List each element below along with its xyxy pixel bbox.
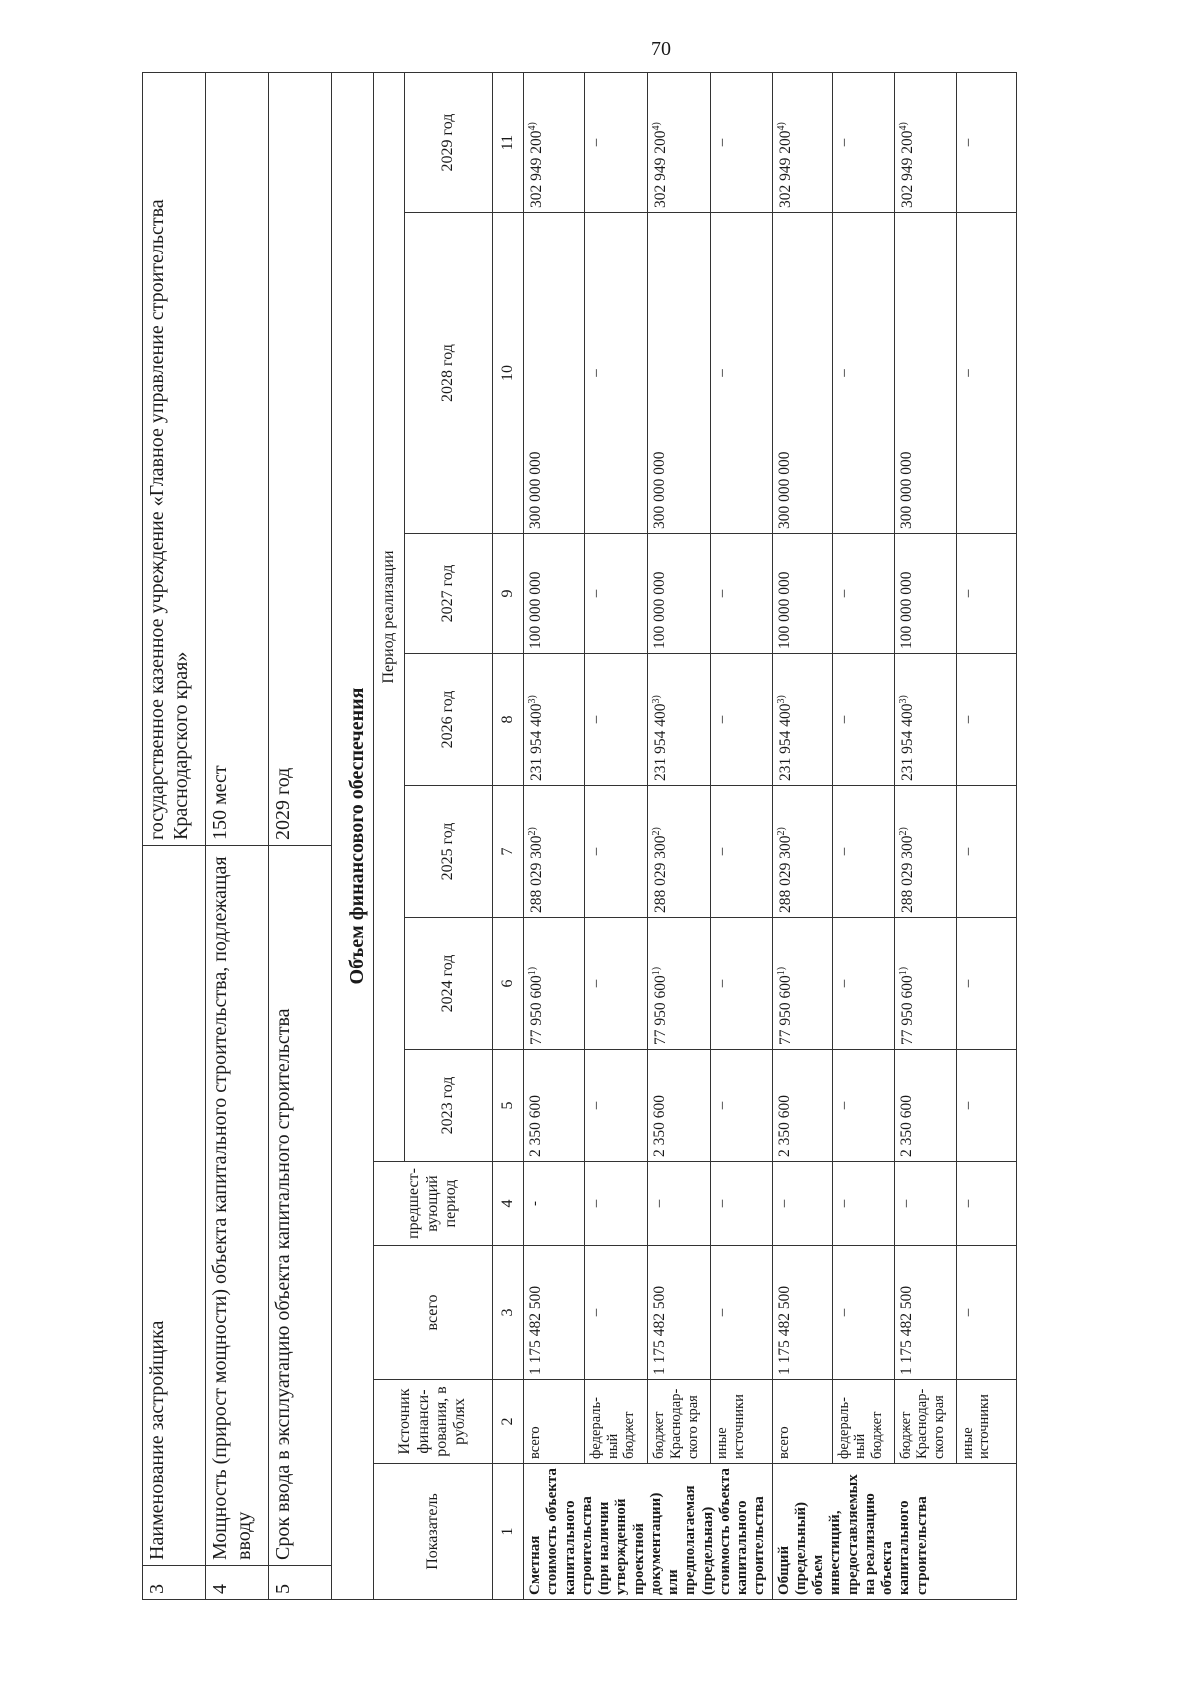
value-text: 300 000 000 bbox=[775, 451, 793, 529]
rotated-page-content bbox=[142, 72, 1150, 1600]
value-text: 231 954 400 bbox=[528, 703, 546, 781]
footnote-mark: 2) bbox=[527, 827, 538, 836]
header-previous: предшест-вующий период bbox=[374, 1162, 493, 1246]
value-text: 231 954 400 bbox=[776, 703, 794, 781]
previous-period-cell: – bbox=[585, 1162, 648, 1246]
year-value-cell bbox=[832, 786, 894, 918]
year-value-cell bbox=[524, 213, 585, 534]
value-text: – bbox=[588, 138, 605, 147]
project-info-table bbox=[142, 72, 332, 1600]
footnote-mark: 1) bbox=[527, 966, 538, 976]
value-text: 288 029 300 bbox=[528, 835, 546, 913]
header-year: 2025 год bbox=[405, 786, 493, 918]
header-indicator: Показатель bbox=[374, 1464, 493, 1600]
header-year: 2023 год bbox=[405, 1050, 493, 1162]
value-text: 100 000 000 bbox=[651, 571, 669, 649]
value-text: – bbox=[714, 979, 731, 988]
year-value-cell bbox=[772, 786, 832, 918]
year-value-cell bbox=[832, 918, 894, 1050]
value-text: – bbox=[588, 715, 605, 724]
footnote-mark: 1) bbox=[775, 966, 787, 976]
total-cell: 1 175 482 500 bbox=[524, 1246, 585, 1380]
year-value-cell bbox=[832, 534, 894, 654]
year-value-cell bbox=[585, 654, 648, 786]
info-row-value: 2029 год bbox=[269, 73, 332, 846]
header-year: 2028 год bbox=[405, 213, 493, 534]
footnote-mark: 3) bbox=[775, 695, 787, 704]
year-value-cell bbox=[956, 654, 1016, 786]
value-text: 288 029 300 bbox=[898, 835, 916, 913]
value-text: – bbox=[588, 1101, 605, 1110]
indicator-cell: Общий (предельный) объем инвестиций, предоставляемых на реализацию объекта капитального строительства bbox=[772, 1464, 1016, 1600]
value-text: – bbox=[588, 847, 605, 856]
year-value-cell bbox=[585, 534, 648, 654]
source-cell: иные источники bbox=[956, 1380, 1016, 1464]
financing-row bbox=[832, 73, 894, 1600]
value-text: 302 949 200 bbox=[898, 130, 916, 209]
year-value-cell bbox=[524, 654, 585, 786]
info-row-label: Срок ввода в эксплуатацию объекта капитального строительства bbox=[269, 846, 332, 1566]
previous-period-cell: – bbox=[648, 1162, 711, 1246]
year-value-cell bbox=[648, 654, 711, 786]
source-cell: федераль-ный бюджет bbox=[585, 1380, 648, 1464]
info-row bbox=[206, 73, 269, 1600]
column-number: 11 bbox=[493, 73, 524, 213]
year-value-cell bbox=[832, 213, 894, 534]
year-value-cell bbox=[711, 1050, 772, 1162]
header-year: 2024 год bbox=[405, 918, 493, 1050]
source-cell: всего bbox=[524, 1380, 585, 1464]
value-text: – bbox=[714, 589, 731, 598]
year-value-cell bbox=[585, 918, 648, 1050]
previous-period-cell: – bbox=[894, 1162, 956, 1246]
total-cell: – bbox=[832, 1246, 894, 1380]
previous-period-cell: – bbox=[772, 1162, 832, 1246]
footnote-mark: 3) bbox=[527, 695, 538, 704]
year-value-cell bbox=[711, 213, 772, 534]
previous-period-cell: – bbox=[832, 1162, 894, 1246]
value-text: 2 350 600 bbox=[775, 1095, 793, 1157]
value-text: – bbox=[835, 979, 852, 988]
footnote-mark: 3) bbox=[897, 695, 909, 704]
year-value-cell bbox=[524, 786, 585, 918]
year-value-cell bbox=[956, 1050, 1016, 1162]
section-title: Объем финансового обеспечения bbox=[332, 72, 373, 1600]
column-number: 3 bbox=[493, 1246, 524, 1380]
footnote-mark: 2) bbox=[775, 827, 787, 836]
year-value-cell bbox=[711, 73, 772, 213]
value-text: 100 000 000 bbox=[527, 571, 544, 649]
year-value-cell bbox=[772, 213, 832, 534]
total-cell: 1 175 482 500 bbox=[648, 1246, 711, 1380]
footnote-mark: 1) bbox=[651, 966, 663, 976]
year-value-cell bbox=[956, 73, 1016, 213]
year-value-cell bbox=[956, 534, 1016, 654]
value-text: 100 000 000 bbox=[897, 571, 915, 649]
value-text: – bbox=[714, 138, 731, 147]
value-text: – bbox=[714, 1101, 731, 1110]
info-row-value: 150 мест bbox=[206, 73, 269, 846]
value-text: – bbox=[959, 715, 976, 724]
financing-row bbox=[711, 73, 772, 1600]
value-text: 288 029 300 bbox=[652, 835, 670, 913]
year-value-cell bbox=[524, 918, 585, 1050]
info-row-number: 3 bbox=[143, 1566, 206, 1600]
value-text: 2 350 600 bbox=[527, 1095, 544, 1157]
info-row-number: 4 bbox=[206, 1566, 269, 1600]
value-text: 77 950 600 bbox=[652, 975, 670, 1045]
year-value-cell bbox=[894, 1050, 956, 1162]
column-number: 4 bbox=[493, 1162, 524, 1246]
value-text: 231 954 400 bbox=[898, 703, 916, 781]
value-text: 77 950 600 bbox=[898, 975, 916, 1045]
year-value-cell bbox=[648, 534, 711, 654]
previous-period-cell: – bbox=[956, 1162, 1016, 1246]
column-number: 7 bbox=[493, 786, 524, 918]
year-value-cell bbox=[648, 918, 711, 1050]
value-text: – bbox=[959, 138, 976, 147]
year-value-cell bbox=[585, 786, 648, 918]
year-value-cell bbox=[585, 213, 648, 534]
value-text: – bbox=[588, 589, 605, 598]
value-text: 300 000 000 bbox=[651, 451, 669, 529]
year-value-cell bbox=[585, 73, 648, 213]
year-value-cell bbox=[894, 918, 956, 1050]
total-cell: 1 175 482 500 bbox=[772, 1246, 832, 1380]
year-value-cell bbox=[648, 73, 711, 213]
total-cell: – bbox=[956, 1246, 1016, 1380]
financing-row bbox=[648, 73, 711, 1600]
year-value-cell bbox=[832, 654, 894, 786]
year-value-cell bbox=[524, 534, 585, 654]
value-text: 288 029 300 bbox=[776, 835, 794, 913]
previous-period-cell: - bbox=[524, 1162, 585, 1246]
value-text: – bbox=[959, 1101, 976, 1110]
column-number: 6 bbox=[493, 918, 524, 1050]
info-row bbox=[143, 73, 206, 1600]
header-source: Источник финанси-рования, в рублях bbox=[374, 1380, 493, 1464]
info-row-label: Мощность (прирост мощности) объекта капитального строительства, подлежащая вводу bbox=[206, 846, 269, 1566]
header-period: Период реализации bbox=[374, 73, 405, 1162]
footnote-mark: 1) bbox=[897, 966, 909, 976]
column-number: 10 bbox=[493, 213, 524, 534]
info-row-label: Наименование застройщика bbox=[143, 846, 206, 1566]
year-value-cell bbox=[832, 1050, 894, 1162]
year-value-cell bbox=[711, 654, 772, 786]
column-number: 1 bbox=[493, 1464, 524, 1600]
column-number: 2 bbox=[493, 1380, 524, 1464]
total-cell: – bbox=[585, 1246, 648, 1380]
source-cell: бюджет Краснодар-ского края bbox=[894, 1380, 956, 1464]
year-value-cell bbox=[894, 213, 956, 534]
value-text: – bbox=[835, 715, 852, 724]
year-value-cell bbox=[772, 534, 832, 654]
column-number: 9 bbox=[493, 534, 524, 654]
info-row bbox=[269, 73, 332, 1600]
info-row-number: 5 bbox=[269, 1566, 332, 1600]
column-number: 8 bbox=[493, 654, 524, 786]
footnote-mark: 4) bbox=[527, 122, 538, 131]
year-value-cell bbox=[832, 73, 894, 213]
value-text: 300 000 000 bbox=[897, 451, 915, 529]
value-text: – bbox=[588, 369, 605, 377]
value-text: – bbox=[714, 847, 731, 856]
value-text: – bbox=[835, 1101, 852, 1110]
value-text: – bbox=[714, 715, 731, 724]
year-value-cell bbox=[894, 654, 956, 786]
value-text: – bbox=[959, 589, 976, 598]
year-value-cell bbox=[585, 1050, 648, 1162]
footnote-mark: 4) bbox=[775, 122, 787, 131]
value-text: – bbox=[959, 847, 976, 856]
value-text: 2 350 600 bbox=[651, 1095, 669, 1157]
value-text: 300 000 000 bbox=[527, 451, 544, 529]
info-row-value: государственное казенное учреждение «Главное управление строительства Краснодарского края» bbox=[143, 73, 206, 846]
financing-row bbox=[524, 73, 585, 1600]
value-text: 302 949 200 bbox=[528, 130, 546, 209]
year-value-cell bbox=[956, 213, 1016, 534]
value-text: – bbox=[835, 847, 852, 856]
value-text: 2 350 600 bbox=[897, 1095, 915, 1157]
year-value-cell bbox=[894, 786, 956, 918]
financing-row bbox=[585, 73, 648, 1600]
footnote-mark: 4) bbox=[897, 122, 909, 131]
value-text: 302 949 200 bbox=[652, 130, 670, 209]
header-year: 2027 год bbox=[405, 534, 493, 654]
year-value-cell bbox=[524, 73, 585, 213]
header-year: 2029 год bbox=[405, 73, 493, 213]
year-value-cell bbox=[772, 654, 832, 786]
year-value-cell bbox=[894, 73, 956, 213]
year-value-cell bbox=[648, 213, 711, 534]
year-value-cell bbox=[648, 786, 711, 918]
footnote-mark: 4) bbox=[651, 122, 663, 131]
value-text: – bbox=[959, 369, 976, 377]
year-value-cell bbox=[524, 1050, 585, 1162]
footnote-mark: 2) bbox=[897, 827, 909, 836]
year-value-cell bbox=[711, 918, 772, 1050]
previous-period-cell: – bbox=[711, 1162, 772, 1246]
value-text: 77 950 600 bbox=[776, 975, 794, 1045]
year-value-cell bbox=[772, 1050, 832, 1162]
column-number: 5 bbox=[493, 1050, 524, 1162]
year-value-cell bbox=[711, 786, 772, 918]
value-text: – bbox=[835, 589, 852, 598]
year-value-cell bbox=[956, 918, 1016, 1050]
footnote-mark: 3) bbox=[651, 695, 663, 704]
financing-row bbox=[956, 73, 1016, 1600]
financing-row bbox=[772, 73, 832, 1600]
value-text: – bbox=[588, 979, 605, 988]
year-value-cell bbox=[648, 1050, 711, 1162]
page-number: 70 bbox=[651, 38, 671, 60]
financing-row bbox=[894, 73, 956, 1600]
year-value-cell bbox=[772, 918, 832, 1050]
year-value-cell bbox=[772, 73, 832, 213]
value-text: – bbox=[835, 138, 852, 147]
value-text: – bbox=[835, 369, 852, 377]
source-cell: иные источники bbox=[711, 1380, 772, 1464]
financing-table bbox=[373, 72, 1017, 1600]
value-text: – bbox=[959, 979, 976, 988]
value-text: – bbox=[714, 369, 731, 377]
source-cell: всего bbox=[772, 1380, 832, 1464]
year-value-cell bbox=[894, 534, 956, 654]
total-cell: 1 175 482 500 bbox=[894, 1246, 956, 1380]
header-total: всего bbox=[374, 1246, 493, 1380]
source-cell: федераль-ный бюджет bbox=[832, 1380, 894, 1464]
year-value-cell bbox=[956, 786, 1016, 918]
indicator-cell: Сметная стоимость объекта капитального строительства (при наличии утвержденной проектной документации) или предполагаемая (предельная) стоимость объекта капитального строительства bbox=[524, 1464, 773, 1600]
year-value-cell bbox=[711, 534, 772, 654]
value-text: 77 950 600 bbox=[528, 975, 546, 1045]
header-year: 2026 год bbox=[405, 654, 493, 786]
value-text: 302 949 200 bbox=[776, 130, 794, 209]
value-text: 100 000 000 bbox=[775, 571, 793, 649]
footnote-mark: 2) bbox=[651, 827, 663, 836]
total-cell: – bbox=[711, 1246, 772, 1380]
source-cell: бюджет Краснодар-ского края bbox=[648, 1380, 711, 1464]
value-text: 231 954 400 bbox=[652, 703, 670, 781]
